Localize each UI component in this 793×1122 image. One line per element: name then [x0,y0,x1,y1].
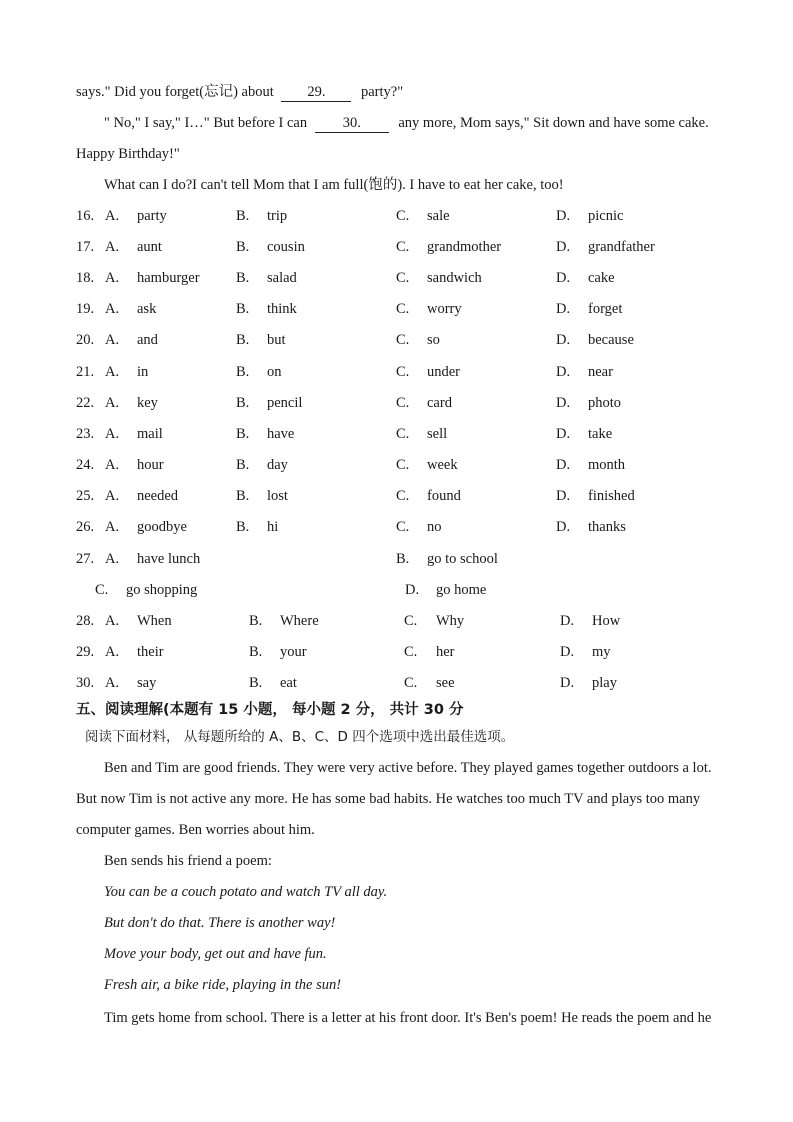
option-text: in [137,363,149,380]
option-letter: D. [560,613,575,629]
option-text: their [137,644,164,661]
option-letter: B. [236,270,250,287]
option-text: week [427,456,458,473]
option-text: say [137,675,157,692]
question-number: 30. [76,675,95,692]
option-text: think [267,301,297,318]
option-text: take [588,425,613,442]
option-text: grandfather [588,239,655,256]
passage-line: computer games. Ben worries about him. [76,822,315,838]
option-text: my [592,644,611,661]
question-number: 22. [76,394,95,411]
question-number: 23. [76,425,95,442]
option-letter: D. [405,582,420,598]
poem-line: But don't do that. There is another way! [104,915,336,931]
option-text: play [592,675,617,692]
option-letter: C. [404,613,418,629]
option-letter: B. [236,487,250,504]
option-letter: C. [95,582,109,598]
option-text: found [427,487,461,504]
story-line-4: What can I do?I can't tell Mom that I am full(饱的). I have to eat her cake, too! [104,177,564,193]
option-letter: A. [105,487,120,504]
section-title: 五、阅读理解(本题有 15 小题， 每小题 2 分， 共计 30 分 [76,702,464,718]
story-text: party?" [361,84,404,100]
option-text: trip [267,208,288,224]
option-text: her [436,644,455,661]
option-letter: D. [556,519,571,535]
option-letter: A. [105,675,120,692]
option-letter: D. [556,456,571,473]
option-text: because [588,332,634,349]
option-letter: C. [396,332,410,349]
option-text: ask [137,301,157,318]
option-text: see [436,675,455,692]
option-text: under [427,363,461,380]
option-letter: B. [236,394,250,411]
option-letter: A. [105,208,120,224]
story-line-3: Happy Birthday!" [76,146,180,162]
option-letter: A. [105,551,120,567]
question-number: 19. [76,301,95,318]
option-text: mail [137,425,163,442]
option-text: How [592,613,621,629]
option-text: worry [427,301,462,318]
option-text: card [427,394,452,411]
story-line-1 [76,83,403,102]
question-number: 18. [76,270,95,287]
passage-line: But now Tim is not active any more. He has some bad habits. He watches too much TV and plays too many [76,791,701,807]
question-number: 27. [76,551,95,567]
option-letter: B. [236,425,250,442]
option-text: go to school [427,551,498,567]
option-text: thanks [588,519,626,535]
option-text: sell [427,425,448,442]
option-letter: B. [249,644,263,661]
option-letter: C. [396,208,410,224]
option-letter: C. [396,301,410,318]
option-text: picnic [588,208,624,224]
question-number: 24. [76,456,95,473]
option-letter: C. [396,456,410,473]
option-letter: B. [236,332,250,349]
option-text: hi [267,519,279,535]
option-letter: C. [404,644,418,661]
option-letter: B. [236,456,250,473]
option-text: cake [588,270,615,287]
question-number: 26. [76,519,95,535]
option-text: no [427,519,442,535]
option-letter: A. [105,519,120,535]
option-letter: D. [556,270,571,287]
option-text: aunt [137,239,162,256]
option-text: Why [436,613,465,629]
question-number: 21. [76,363,95,380]
option-text: needed [137,487,179,504]
question-number: 17. [76,239,95,256]
question-number: 25. [76,487,95,504]
option-letter: D. [556,487,571,504]
option-letter: B. [236,239,250,256]
option-text: finished [588,487,635,504]
option-letter: D. [560,675,575,692]
option-text: day [267,456,288,473]
poem-line: Move your body, get out and have fun. [104,946,327,962]
option-text: hamburger [137,270,200,287]
option-letter: D. [560,644,575,661]
option-text: sale [427,208,450,224]
option-text: but [267,332,286,349]
option-text: sandwich [427,270,482,287]
option-text: key [137,394,158,411]
question-number: 28. [76,613,95,629]
option-text: your [280,644,307,661]
option-letter: C. [396,519,410,535]
option-letter: B. [249,613,263,629]
option-letter: A. [105,613,120,629]
option-letter: B. [236,208,250,224]
option-text: so [427,332,440,349]
question-number: 29. [76,644,95,661]
option-text: month [588,456,626,473]
option-text: lost [267,487,288,504]
option-letter: D. [556,332,571,349]
option-letter: A. [105,456,120,473]
option-letter: B. [396,551,410,567]
option-text: forget [588,301,623,318]
option-text: grandmother [427,239,502,256]
option-text: go shopping [126,582,198,598]
passage-line: Ben sends his friend a poem: [104,853,272,869]
option-text: near [588,363,613,380]
question-number: 20. [76,332,95,349]
option-text: salad [267,270,297,287]
option-letter: C. [396,394,410,411]
option-letter: A. [105,270,120,287]
poem-line: Fresh air, a bike ride, playing in the sun! [104,977,342,993]
option-text: go home [436,582,487,598]
option-letter: A. [105,301,120,318]
option-letter: D. [556,425,571,442]
option-text: photo [588,394,622,411]
option-letter: D. [556,239,571,256]
answer-blank-29: 29. [281,83,351,102]
option-letter: B. [236,519,250,535]
story-text: " No," I say," I…" But before I can [104,115,308,131]
section-instruction: 阅读下面材料， 从每题所给的 A、B、C、D 四个选项中选出最佳选项。 [85,729,515,745]
option-letter: B. [236,363,250,380]
option-letter: B. [249,675,263,692]
option-text: have lunch [137,551,201,567]
option-text: and [137,332,158,349]
option-letter: A. [105,332,120,349]
option-letter: A. [105,644,120,661]
option-text: goodbye [137,519,187,535]
option-text: on [267,363,282,380]
option-letter: A. [105,239,120,256]
option-text: Where [280,613,319,629]
option-letter: C. [396,425,410,442]
story-text: says." Did you forget(忘记) about [76,84,274,100]
option-letter: C. [396,363,410,380]
answer-blank-30: 30. [315,114,389,133]
option-letter: D. [556,301,571,318]
option-letter: C. [404,675,418,692]
passage-line: Tim gets home from school. There is a letter at his front door. It's Ben's poem! He reads the poem and he [104,1010,712,1026]
option-letter: A. [105,394,120,411]
option-letter: A. [105,425,120,442]
question-number: 16. [76,208,95,224]
story-text: any more, Mom says," Sit down and have some cake. [398,115,709,131]
story-line-2 [104,114,709,133]
option-letter: B. [236,301,250,318]
option-letter: D. [556,394,571,411]
poem-line: You can be a couch potato and watch TV all day. [104,884,388,900]
option-text: party [137,208,167,224]
option-letter: C. [396,487,410,504]
question-27 [76,550,94,568]
option-text: When [137,613,172,629]
passage-line: Ben and Tim are good friends. They were very active before. They played games together outdoors a lot. [104,760,712,776]
option-letter: D. [556,208,571,224]
option-letter: C. [396,239,410,256]
option-text: pencil [267,394,303,411]
option-text: have [267,425,295,442]
option-text: eat [280,675,297,692]
option-letter: D. [556,363,571,380]
option-letter: A. [105,363,120,380]
option-text: cousin [267,239,305,256]
option-text: hour [137,456,164,473]
option-letter: C. [396,270,410,287]
